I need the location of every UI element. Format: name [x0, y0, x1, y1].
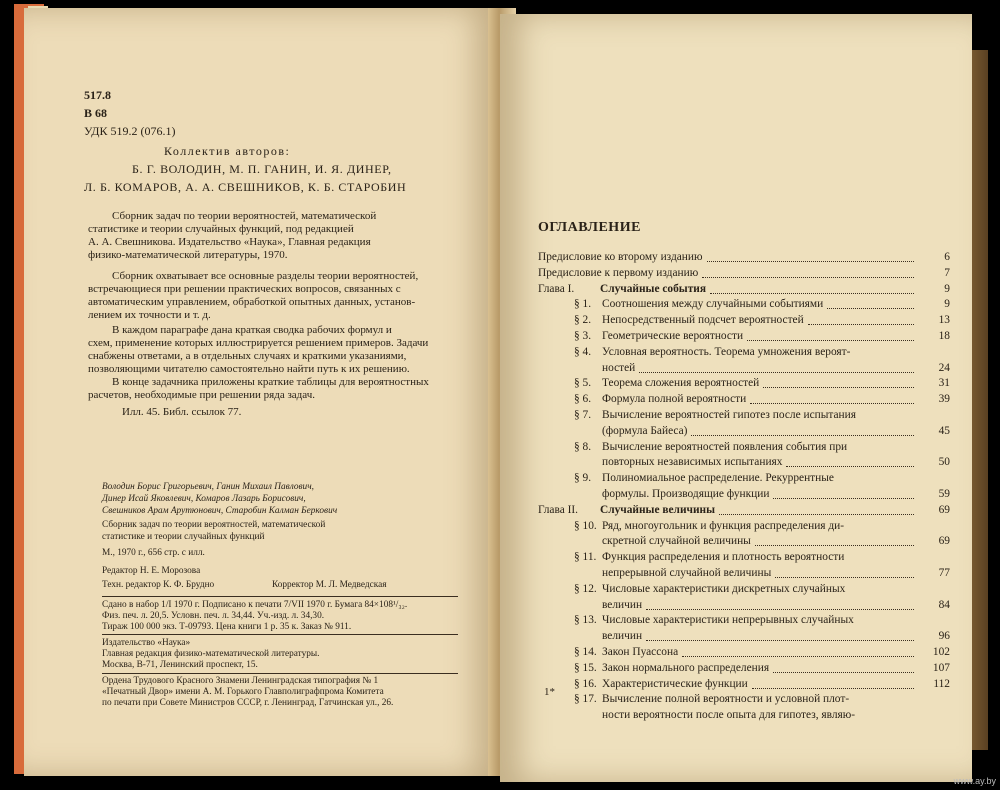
toc-section — [538, 297, 950, 312]
left-page — [24, 8, 496, 776]
toc-section-continued — [538, 361, 950, 376]
toc-entry-title: Характеристические функции — [602, 677, 748, 690]
toc-label: § 17. — [574, 693, 597, 706]
toc-dot-leader — [752, 688, 914, 689]
toc-list — [538, 250, 950, 720]
toc-dot-leader — [747, 340, 914, 341]
toc-label: § 11. — [574, 551, 597, 564]
classification-code: 517.8 — [84, 88, 111, 102]
toc-section-continued — [538, 598, 950, 613]
toc-preface — [538, 266, 950, 281]
toc-label: § 15. — [574, 661, 597, 674]
toc-label: § 16. — [574, 677, 597, 690]
abstract-line: Сборник охватывает все основные разделы теории вероятностей, — [112, 270, 419, 282]
divider — [102, 634, 458, 635]
abstract-line: расчетов, необходимые при решении ряда задач. — [88, 389, 315, 401]
toc-label: Предисловие к первому изданию — [538, 266, 699, 279]
authors-line-1: Б. Г. ВОЛОДИН, М. П. ГАНИН, И. Я. ДИНЕР, — [132, 162, 392, 176]
toc-entry-title-cont: повторных независимых испытаниях — [602, 456, 783, 469]
toc-section-continued — [538, 708, 950, 723]
watermark: www.ay.by — [953, 776, 996, 786]
toc-section — [538, 440, 950, 455]
toc-page-number: 13 — [938, 314, 950, 327]
toc-page-number: 45 — [938, 424, 950, 437]
toc-dot-leader — [773, 498, 914, 499]
toc-title: ОГЛАВЛЕНИЕ — [538, 220, 641, 235]
print-info-line: Физ. печ. л. 20,5. Условн. печ. л. 34,44. Уч.-изд. л. 34,30. — [102, 611, 325, 621]
toc-entry-title: Случайные величины — [600, 503, 715, 516]
toc-entry-title: Случайные события — [600, 282, 707, 295]
toc-dot-leader — [639, 372, 914, 373]
toc-section — [538, 408, 950, 423]
toc-dot-leader — [646, 609, 914, 610]
toc-section-continued — [538, 534, 950, 549]
toc-entry-title: Закон Пуассона — [602, 646, 679, 658]
toc-section — [538, 471, 950, 486]
right-page — [500, 14, 972, 782]
corrector: Корректор М. Л. Медведская — [272, 580, 387, 590]
toc-label: § 5. — [574, 377, 592, 390]
toc-section — [538, 613, 950, 628]
toc-section — [538, 392, 950, 407]
toc-entry-title: Ряд, многоугольник и функция распределения ди- — [602, 519, 845, 532]
toc-label: § 3. — [574, 330, 592, 342]
toc-page-number: 69 — [938, 503, 950, 516]
toc-dot-leader — [808, 324, 914, 325]
toc-section — [538, 519, 950, 534]
toc-label: Предисловие ко второму изданию — [538, 251, 703, 263]
author-sign: В 68 — [84, 106, 108, 120]
toc-label: § 4. — [574, 345, 592, 358]
toc-section-continued — [538, 629, 950, 644]
toc-chapter — [538, 282, 950, 297]
toc-entry-title: Соотношения между случайными событиями — [602, 298, 824, 311]
toc-entry-title-cont: (формула Байеса) — [602, 424, 688, 437]
toc-dot-leader — [682, 656, 914, 657]
toc-label: Глава II. — [538, 503, 579, 516]
toc-entry-title: Функция распределения и плотность вероятности — [602, 551, 845, 564]
toc-page-number: 31 — [938, 377, 950, 390]
toc-entry-title-cont: непрерывной случайной величины — [602, 567, 772, 579]
short-title-line: Сборник задач по теории вероятностей, математической — [102, 520, 326, 530]
toc-label: § 1. — [574, 298, 592, 311]
print-info-line: Тираж 100 000 экз. Т-09793. Цена книги 1 р. 35 к. Заказ № 911. — [102, 622, 352, 632]
divider — [102, 596, 458, 597]
toc-page-number: 84 — [938, 598, 950, 611]
abstract-line: лением их точности и т. д. — [88, 309, 211, 321]
imprint: М., 1970 г., 656 стр. с илл. — [102, 548, 205, 558]
title-line: статистике и теории случайных функций, под редакцией — [88, 223, 354, 235]
title-line: физико-математической литературы, 1970. — [88, 249, 288, 261]
toc-page-number: 39 — [938, 393, 950, 406]
udc-code: УДК 519.2 (076.1) — [84, 124, 176, 138]
toc-section — [538, 582, 950, 597]
toc-section-continued — [538, 566, 950, 581]
author-names-line: Володин Борис Григорьевич, Ганин Михаил Павлович, — [102, 482, 314, 492]
toc-page-number: 102 — [932, 646, 950, 658]
publisher-line: Издательство «Наука» — [102, 638, 191, 648]
toc-page-number: 59 — [938, 488, 950, 500]
printer-line: Ордена Трудового Красного Знамени Ленинградская типография № 1 — [102, 676, 379, 686]
toc-section-continued — [538, 455, 950, 470]
toc-entry-title: Условная вероятность. Теорема умножения вероят- — [602, 345, 851, 358]
signature-mark: 1* — [544, 686, 555, 698]
toc-dot-leader — [755, 545, 914, 546]
toc-entry-title-cont: формулы. Производящие функции — [602, 488, 770, 500]
toc-dot-leader — [763, 387, 914, 388]
toc-dot-leader — [827, 308, 914, 309]
toc-dot-leader — [786, 466, 914, 467]
toc-page-number: 6 — [944, 251, 950, 263]
toc-label: § 7. — [574, 409, 592, 421]
publisher-line: Москва, В-71, Ленинский проспект, 15. — [102, 660, 258, 670]
abstract-line: встречающиеся при решении практических вопросов, связанных с — [88, 283, 401, 295]
toc-preface — [538, 250, 950, 265]
toc-section — [538, 692, 950, 707]
toc-dot-leader — [707, 261, 914, 262]
toc-section — [538, 313, 950, 328]
author-names-line: Свешников Арам Арутюнович, Старобин Калман Беркович — [102, 506, 338, 516]
toc-label: § 6. — [574, 393, 592, 406]
printer-line: по печати при Совете Министров СССР, г. Ленинград, Гатчинская ул., 26. — [102, 698, 394, 708]
editor: Редактор Н. Е. Морозова — [102, 566, 201, 576]
publisher-line: Главная редакция физико-математической литературы. — [102, 649, 320, 659]
toc-label: Глава I. — [538, 282, 575, 295]
toc-page-number: 9 — [944, 282, 950, 295]
toc-section — [538, 376, 950, 391]
toc-entry-title: Геометрические вероятности — [602, 330, 744, 342]
toc-page-number: 50 — [938, 456, 950, 469]
abstract-line: В конце задачника приложены краткие таблицы для вероятностных — [112, 376, 429, 388]
title-line: А. А. Свешникова. Издательство «Наука», Главная редакция — [88, 236, 371, 248]
toc-dot-leader — [710, 293, 914, 294]
toc-label: § 8. — [574, 440, 592, 453]
toc-label: § 13. — [574, 614, 597, 627]
abstract-line: снабжены ответами, а в отдельных случаях и краткими указаниями, — [88, 350, 407, 362]
toc-page-number: 18 — [938, 330, 950, 342]
short-title-line: статистике и теории случайных функций — [102, 532, 265, 542]
toc-chapter — [538, 503, 950, 518]
abstract-line: схем, применение которых иллюстрируется решением примеров. Задачи — [88, 337, 429, 349]
toc-entry-title-cont: величин — [602, 598, 643, 611]
abstract-line: В каждом параграфе дана краткая сводка рабочих формул и — [112, 324, 392, 336]
toc-dot-leader — [775, 577, 914, 578]
toc-entry-title: Полиномиальное распределение. Рекуррентные — [602, 472, 834, 485]
title-line: Сборник задач по теории вероятностей, математической — [112, 210, 377, 222]
toc-dot-leader — [750, 403, 914, 404]
author-names-line: Динер Исай Яковлевич, Комаров Лазарь Борисович, — [102, 494, 306, 504]
toc-label: § 12. — [574, 582, 597, 595]
toc-entry-title: Закон нормального распределения — [602, 661, 770, 674]
toc-entry-title-cont: ности вероятности после опыта для гипотез, являю- — [602, 709, 856, 722]
toc-dot-leader — [773, 672, 914, 673]
collective-header: Коллектив авторов: — [164, 144, 291, 158]
toc-section — [538, 329, 950, 344]
toc-page-number: 96 — [938, 630, 950, 643]
abstract-line: позволяющими читателю самостоятельно найти путь к их решению. — [88, 363, 410, 375]
toc-label: § 2. — [574, 314, 592, 327]
divider — [102, 673, 458, 674]
toc-section — [538, 345, 950, 360]
toc-entry-title: Теорема сложения вероятностей — [602, 377, 760, 390]
toc-section-continued — [538, 424, 950, 439]
toc-page-number: 112 — [933, 677, 950, 690]
toc-section — [538, 661, 950, 676]
toc-entry-title: Вычисление полной вероятности и условной плот- — [602, 693, 850, 706]
toc-page-number: 107 — [932, 661, 950, 674]
toc-section — [538, 645, 950, 660]
toc-page-number: 69 — [938, 535, 950, 548]
toc-dot-leader — [719, 514, 914, 515]
toc-page-number: 7 — [944, 266, 950, 279]
toc-section — [538, 550, 950, 565]
abstract-line: автоматическим управлением, обработкой опытных данных, установ- — [88, 296, 416, 308]
toc-entry-title-cont: скретной случайной величины — [602, 535, 751, 548]
toc-label: § 9. — [574, 472, 592, 485]
toc-dot-leader — [702, 277, 914, 278]
toc-dot-leader — [646, 640, 914, 641]
authors-line-2: Л. Б. КОМАРОВ, А. А. СВЕШНИКОВ, К. Б. СТАРОБИН — [84, 180, 407, 194]
toc-entry-title: Вычисление вероятностей гипотез после испытания — [602, 409, 856, 421]
toc-entry-title: Числовые характеристики непрерывных случайных — [602, 614, 854, 627]
toc-page-number: 77 — [938, 567, 950, 579]
toc-dot-leader — [691, 435, 914, 436]
toc-label: § 10. — [574, 519, 597, 532]
toc-page-number: 24 — [938, 361, 950, 374]
toc-entry-title: Вычисление вероятностей появления события при — [602, 440, 848, 453]
print-info-line: Сдано в набор 1/I 1970 г. Подписано к печати 7/VII 1970 г. Бумага 84×108¹/₃₂. — [102, 600, 408, 610]
tech-editor: Техн. редактор К. Ф. Брудно — [102, 580, 215, 590]
toc-section — [538, 677, 950, 692]
toc-entry-title: Числовые характеристики дискретных случайных — [602, 582, 846, 595]
toc-entry-title: Формула полной вероятности — [602, 393, 747, 406]
toc-entry-title-cont: величин — [602, 630, 643, 643]
toc-entry-title: Непосредственный подсчет вероятностей — [602, 314, 804, 327]
toc-page-number: 9 — [944, 298, 950, 311]
illustrations-count: Илл. 45. Библ. ссылок 77. — [122, 406, 242, 418]
printer-line: «Печатный Двор» имени А. М. Горького Главполиграфпрома Комитета — [102, 687, 384, 697]
toc-label: § 14. — [574, 646, 597, 658]
toc-section-continued — [538, 487, 950, 502]
toc-entry-title-cont: ностей — [602, 361, 636, 374]
